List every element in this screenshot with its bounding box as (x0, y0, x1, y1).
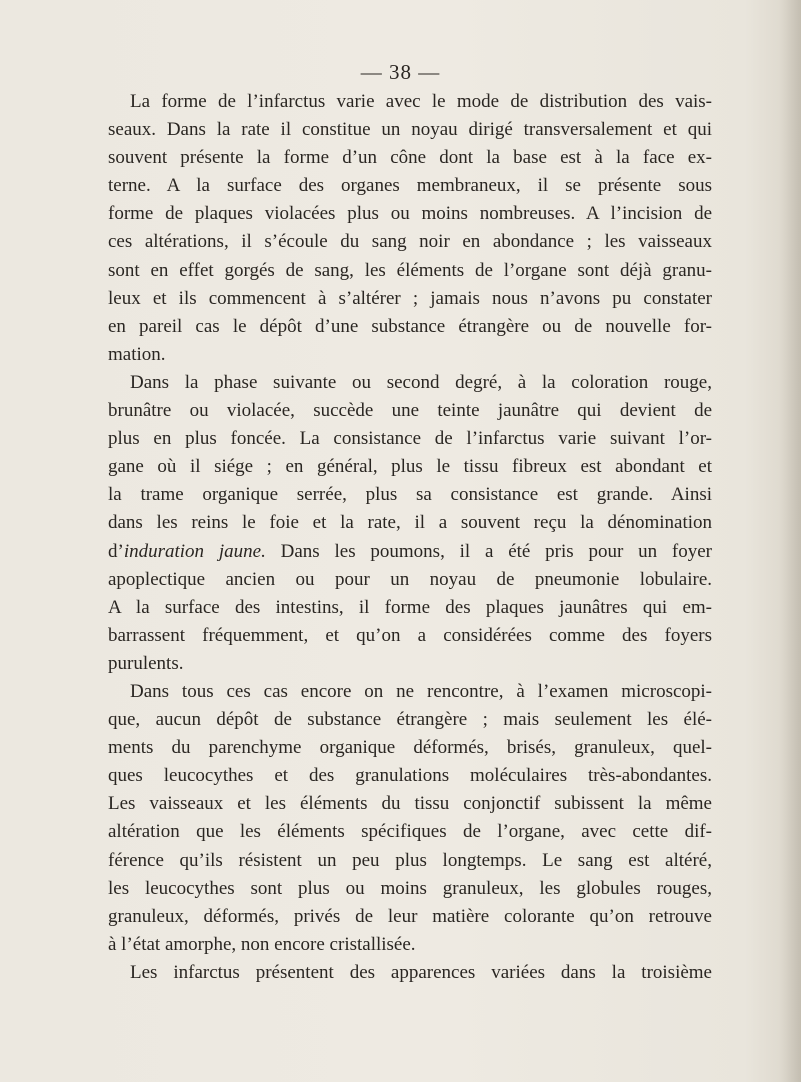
text-line: apoplectique ancien ou pour un noyau de pneumonie lobulaire. (108, 568, 712, 590)
text-line: Les vaisseaux et les éléments du tissu conjonctif subissent la même (108, 793, 712, 815)
text-line: altération que les éléments spécifiques de l’organe, avec cette dif- (108, 821, 712, 843)
text-line: Dans tous ces cas encore on ne rencontre, à l’examen microscopi- (130, 680, 712, 702)
text-line: mation. (108, 343, 166, 365)
text-line: ques leucocythes et des granulations moléculaires très-abondantes. (108, 765, 712, 787)
text-line: La forme de l’infarctus varie avec le mode de distribution des vais- (130, 91, 712, 112)
body-text (108, 88, 712, 987)
text-line: férence qu’ils résistent un peu plus longtemps. Le sang est altéré, (108, 849, 712, 871)
italic-term: induration jaune. (123, 540, 266, 562)
page-edge-shadow (779, 0, 801, 1082)
text-line: en pareil cas le dépôt d’une substance étrangère ou de nouvelle for- (108, 315, 712, 337)
text-line: seaux. Dans la rate il constitue un noyau dirigé transversalement et qui (108, 119, 712, 141)
text-line: les leucocythes sont plus ou moins granuleux, les globules rouges, (108, 877, 712, 899)
text-line: Dans la phase suivante ou second degré, à la coloration rouge, (130, 371, 712, 393)
text-line: forme de plaques violacées plus ou moins nombreuses. A l’incision de (108, 203, 712, 225)
text-line: A la surface des intestins, il forme des plaques jaunâtres qui em- (108, 596, 712, 618)
text-rest: Dans les poumons, il a été pris pour un foyer (265, 540, 712, 562)
text-line: brunâtre ou violacée, succède une teinte jaunâtre qui devient de (108, 400, 712, 422)
text-line: dans les reins le foie et la rate, il a souvent reçu la dénomination (108, 512, 712, 534)
text-line: terne. A la surface des organes membraneux, il se présente sous (108, 175, 712, 197)
text-line: ments du parenchyme organique déformés, brisés, granuleux, quel- (108, 737, 712, 759)
text-line: gane où il siége ; en général, plus le tissu fibreux est abondant et (108, 456, 712, 478)
text-prefix: d’ (108, 540, 124, 562)
text-line: à l’état amorphe, non encore cristallisée. (108, 933, 416, 955)
text-line: ces altérations, il s’écoule du sang noir en abondance ; les vaisseaux (108, 231, 712, 253)
text-line: Les infarctus présentent des apparences variées dans la troisième (130, 961, 712, 983)
text-line: souvent présente la forme d’un cône dont la base est à la face ex- (108, 147, 712, 169)
text-line: purulents. (108, 652, 184, 674)
text-line: que, aucun dépôt de substance étrangère ; mais seulement les élé- (108, 709, 712, 731)
text-line-with-italic (108, 538, 712, 566)
page-number: — 38 — (360, 60, 441, 84)
text-line: sont en effet gorgés de sang, les éléments de l’organe sont déjà granu- (108, 259, 712, 281)
text-line: leux et ils commencent à s’altérer ; jamais nous n’avons pu constater (108, 287, 712, 309)
text-line: granuleux, déformés, privés de leur matière colorante qu’on retrouve (108, 905, 712, 927)
text-line: plus en plus foncée. La consistance de l’infarctus varie suivant l’or- (108, 428, 712, 450)
text-line: barrassent fréquemment, et qu’on a considérées comme des foyers (108, 624, 712, 646)
text-line: la trame organique serrée, plus sa consistance est grande. Ainsi (108, 484, 712, 506)
